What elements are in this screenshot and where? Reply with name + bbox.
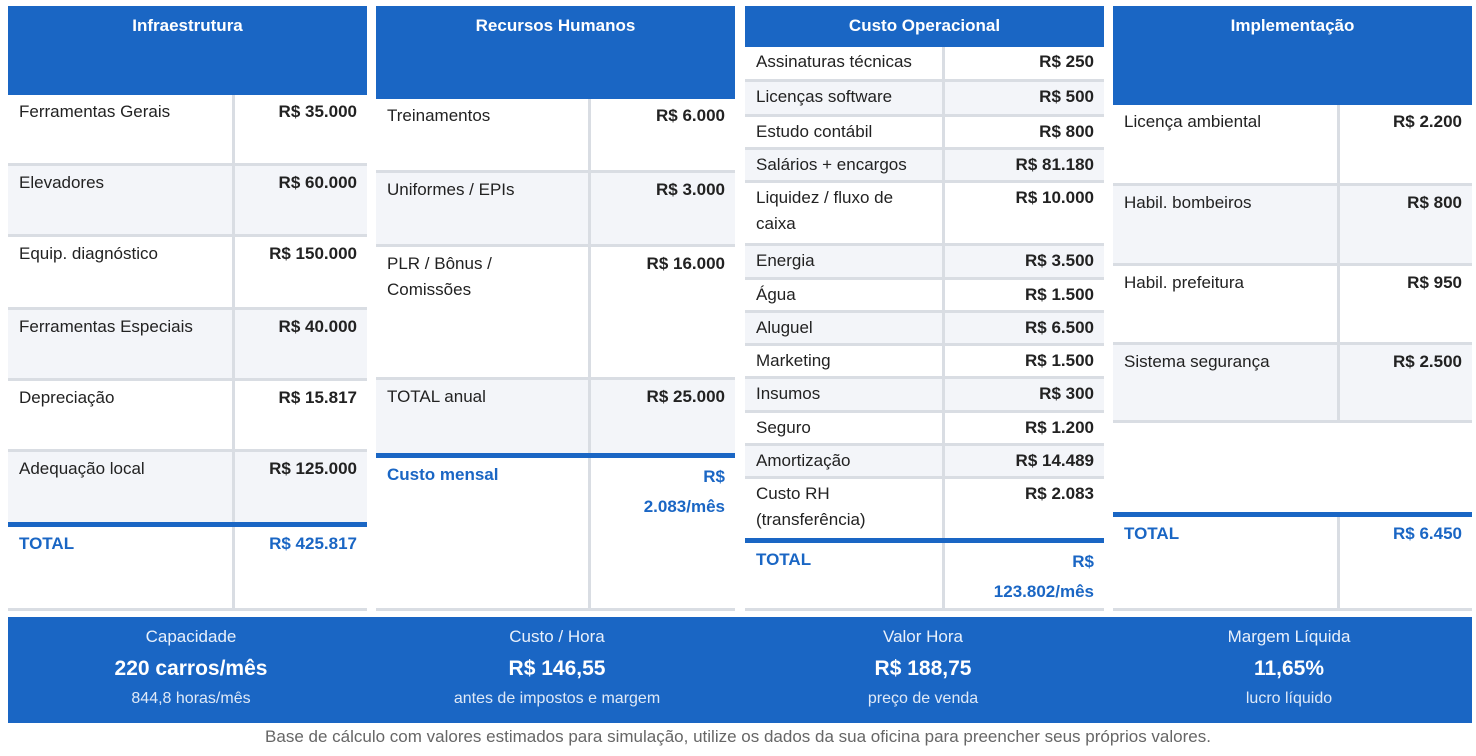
table-row — [745, 280, 1104, 313]
row-label: Sistema segurança — [1113, 345, 1340, 420]
custo-operacional-card — [745, 6, 1104, 611]
row-label: Licenças software — [745, 82, 945, 114]
summary-note: preço de venda — [867, 690, 979, 707]
table-row — [1113, 266, 1472, 345]
total-row — [376, 453, 735, 611]
summary-value: 220 carros/mês — [114, 657, 268, 680]
row-value: R$ 25.000 — [646, 387, 725, 406]
implementacao-card — [1113, 6, 1472, 611]
table-row — [376, 380, 735, 453]
row-value: R$ 81.180 — [1015, 155, 1094, 174]
row-label: Amortização — [745, 446, 945, 476]
row-label: Habil. bombeiros — [1113, 186, 1340, 263]
table-row — [745, 246, 1104, 280]
row-value: R$ 1.500 — [1025, 351, 1094, 370]
table-row — [8, 310, 367, 381]
row-label: TOTAL anual — [376, 380, 591, 453]
table-row — [1113, 186, 1472, 266]
summary-label: Custo / Hora — [509, 627, 605, 646]
total-label: TOTAL — [745, 543, 945, 608]
row-value: R$ 40.000 — [278, 317, 357, 336]
table-row — [8, 237, 367, 310]
infraestrutura-header: Infraestrutura — [8, 6, 367, 95]
row-value: R$ 60.000 — [278, 173, 357, 192]
row-value: R$ 1.200 — [1025, 418, 1094, 437]
row-label: Estudo contábil — [745, 117, 945, 147]
row-label: Aluguel — [745, 313, 945, 343]
row-value: R$ 15.817 — [278, 388, 357, 407]
table-row — [376, 99, 735, 173]
total-label: TOTAL — [8, 527, 235, 608]
table-row — [745, 346, 1104, 379]
summary-capacidade — [8, 617, 374, 723]
summary-note: antes de impostos e margem — [453, 690, 661, 707]
row-value: R$ 16.000 — [646, 254, 725, 273]
summary-note: 844,8 horas/mês — [131, 690, 251, 707]
table-row — [376, 247, 735, 380]
summary-margem-liquida — [1106, 617, 1472, 723]
row-label: Ferramentas Especiais — [8, 310, 235, 378]
table-row — [745, 47, 1104, 82]
table-row — [745, 183, 1104, 246]
row-label: Equip. diagnóstico — [8, 237, 235, 307]
total-label: Custo mensal — [376, 458, 591, 608]
row-label: Liquidez / fluxo de caixa — [745, 183, 945, 243]
table-row — [745, 117, 1104, 150]
total-row — [745, 538, 1104, 611]
custo-operacional-rows — [745, 47, 1104, 611]
summary-value: 11,65% — [1253, 657, 1325, 680]
row-label: Assinaturas técnicas — [745, 47, 945, 79]
summary-label: Capacidade — [145, 627, 237, 646]
row-label: Treinamentos — [376, 99, 591, 170]
row-label: Água — [745, 280, 945, 310]
row-label: Uniformes / EPIs — [376, 173, 591, 244]
infraestrutura-rows — [8, 95, 367, 611]
infraestrutura-card — [8, 6, 367, 611]
table-row — [745, 446, 1104, 479]
summary-band — [8, 617, 1472, 723]
row-label: Custo RH (transferência) — [745, 479, 945, 538]
row-value: R$ 35.000 — [278, 102, 357, 121]
table-row — [1113, 105, 1472, 186]
row-label: Insumos — [745, 379, 945, 410]
summary-label: Valor Hora — [883, 627, 963, 646]
recursos-humanos-header: Recursos Humanos — [376, 6, 735, 99]
table-row — [745, 413, 1104, 446]
footnote: Base de cálculo com valores estimados para simulação, utilize os dados da sua oficina para preencher seus próprios valores. — [265, 727, 1211, 746]
row-label: Adequação local — [8, 452, 235, 522]
row-label: Ferramentas Gerais — [8, 95, 235, 163]
table-row — [1113, 345, 1472, 423]
row-value: R$ 950 — [1407, 273, 1462, 292]
summary-note: lucro líquido — [1245, 690, 1333, 707]
total-value: R$ 2.083/mês — [643, 467, 725, 516]
row-value: R$ 6.500 — [1025, 318, 1094, 337]
summary-label: Margem Líquida — [1227, 627, 1351, 646]
row-value: R$ 3.000 — [656, 180, 725, 199]
table-row — [8, 95, 367, 166]
custo-operacional-header: Custo Operacional — [745, 6, 1104, 47]
table-row — [745, 379, 1104, 413]
row-value: R$ 2.500 — [1393, 352, 1462, 371]
row-label: Habil. prefeitura — [1113, 266, 1340, 342]
row-label: Salários + encargos — [745, 150, 945, 180]
total-row — [1113, 512, 1472, 611]
row-value: R$ 250 — [1039, 52, 1094, 71]
row-label: Marketing — [745, 346, 945, 376]
row-value: R$ 125.000 — [269, 459, 357, 478]
row-label: Seguro — [745, 413, 945, 443]
table-row — [376, 173, 735, 247]
row-value: R$ 6.000 — [656, 106, 725, 125]
implementacao-rows — [1113, 105, 1472, 611]
table-row — [745, 150, 1104, 183]
table-row — [8, 166, 367, 237]
row-value: R$ 500 — [1039, 87, 1094, 106]
total-value: R$ 123.802/mês — [993, 552, 1094, 601]
summary-value: R$ 188,75 — [874, 657, 972, 680]
total-value: R$ 6.450 — [1393, 524, 1462, 543]
total-value: R$ 425.817 — [269, 534, 357, 553]
row-value: R$ 1.500 — [1025, 285, 1094, 304]
row-value: R$ 800 — [1407, 193, 1462, 212]
row-label: PLR / Bônus / Comissões — [376, 247, 591, 377]
recursos-humanos-rows — [376, 99, 735, 611]
row-label: Licença ambiental — [1113, 105, 1340, 183]
row-value: R$ 14.489 — [1015, 451, 1094, 470]
table-row — [745, 82, 1104, 117]
empty-row — [1113, 423, 1472, 512]
table-row — [8, 381, 367, 452]
total-row — [8, 522, 367, 611]
row-value: R$ 3.500 — [1025, 251, 1094, 270]
total-label: TOTAL — [1113, 517, 1340, 608]
row-value: R$ 2.200 — [1393, 112, 1462, 131]
implementacao-header: Implementação — [1113, 6, 1472, 105]
summary-valor-hora — [740, 617, 1106, 723]
summary-custo-hora — [374, 617, 740, 723]
row-value: R$ 2.083 — [1025, 484, 1094, 503]
row-value: R$ 800 — [1039, 122, 1094, 141]
table-row — [745, 479, 1104, 538]
row-value: R$ 300 — [1039, 384, 1094, 403]
row-label: Elevadores — [8, 166, 235, 234]
row-label: Depreciação — [8, 381, 235, 449]
table-row — [8, 452, 367, 522]
summary-value: R$ 146,55 — [508, 657, 606, 680]
recursos-humanos-card — [376, 6, 735, 611]
table-row — [745, 313, 1104, 346]
row-value: R$ 150.000 — [269, 244, 357, 263]
row-label: Energia — [745, 246, 945, 277]
row-value: R$ 10.000 — [1015, 188, 1094, 207]
